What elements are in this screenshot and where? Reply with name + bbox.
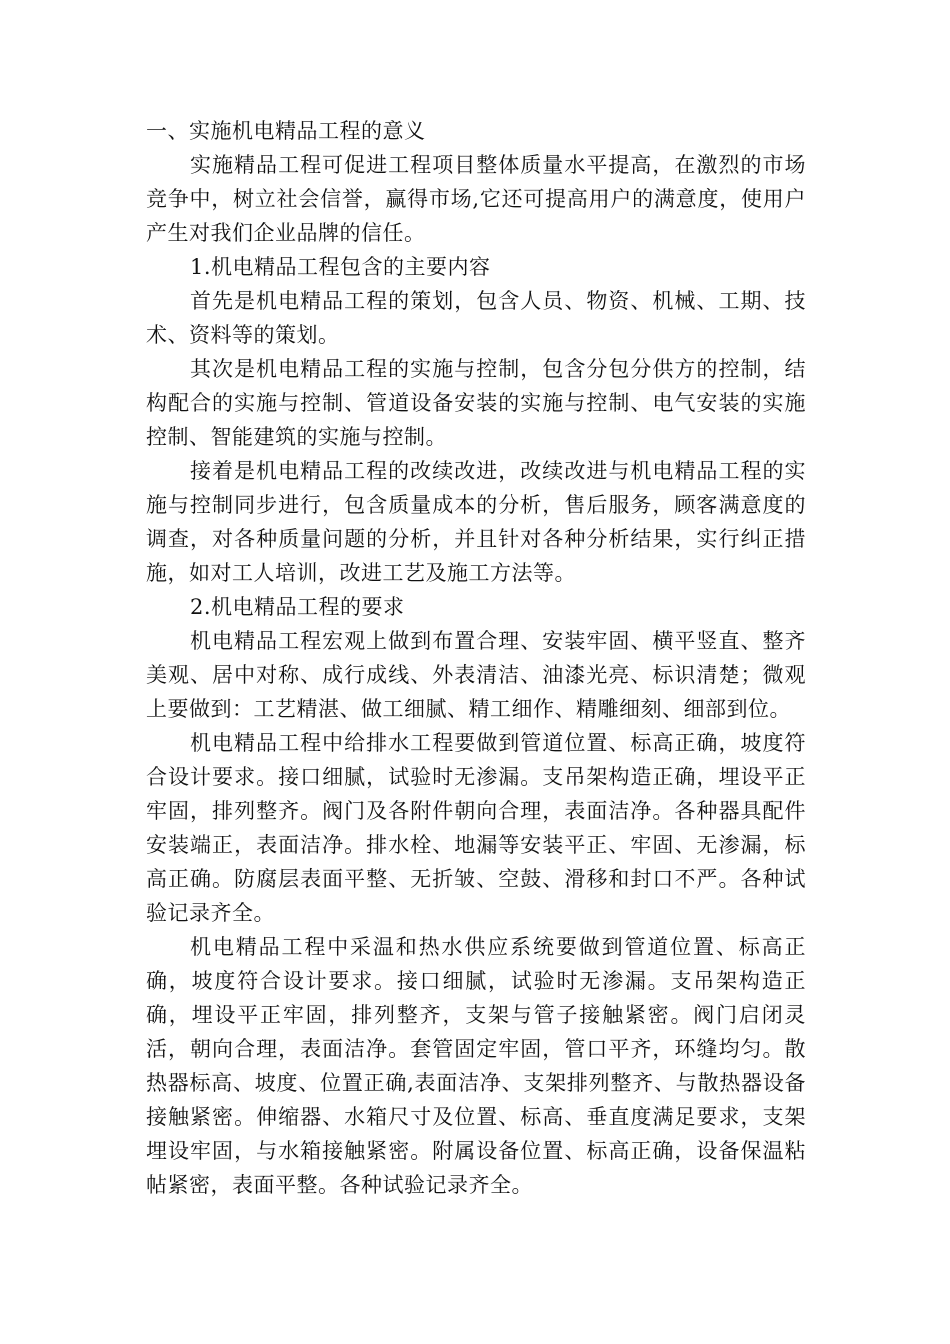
subheading-main-content: 1.机电精品工程包含的主要内容 bbox=[190, 255, 491, 279]
paragraph-planning: 首先是机电精品工程的策划，包含人员、物资、机械、工期、技术、资料等的策划。 bbox=[146, 289, 806, 347]
paragraph-requirements: 机电精品工程宏观上做到布置合理、安装牢固、横平竖直、整齐美观、居中对称、成行成线、外表清洁、油漆光亮、标识清楚；微观上要做到：工艺精湛、做工细腻、精工细作、精雕细刻、细部到位。 bbox=[146, 629, 806, 721]
paragraph-drainage: 机电精品工程中给排水工程要做到管道位置、标高正确，坡度符合设计要求。接口细腻，试验时无渗漏。支吊架构造正确，埋设平正牢固，排列整齐。阀门及各附件朝向合理，表面洁净。各种器具配件安装端正，表面洁净。排水栓、地漏等安装平正、牢固、无渗漏，标高正确。防腐层表面平整、无折皱、空鼓、滑移和封口不严。各种试验记录齐全。 bbox=[146, 731, 806, 925]
subheading-requirements: 2.机电精品工程的要求 bbox=[190, 595, 405, 619]
document-body bbox=[146, 114, 806, 1202]
paragraph-implementation: 其次是机电精品工程的实施与控制，包含分包分供方的控制，结构配合的实施与控制、管道设备安装的实施与控制、电气安装的实施控制、智能建筑的实施与控制。 bbox=[146, 357, 806, 449]
paragraph-heating: 机电精品工程中采温和热水供应系统要做到管道位置、标高正确，坡度符合设计要求。接口细腻，试验时无渗漏。支吊架构造正确，埋设平正牢固，排列整齐，支架与管子接触紧密。阀门启闭灵活，朝向合理，表面洁净。套管固定牢固，管口平齐，环缝均匀。散热器标高、坡度、位置正确,表面洁净、支架排列整齐、与散热器设备接触紧密。伸缩器、水箱尺寸及位置、标高、垂直度满足要求，支架埋设牢固，与水箱接触紧密。附属设备位置、标高正确，设备保温粘帖紧密，表面平整。各种试验记录齐全。 bbox=[146, 935, 806, 1197]
section-heading: 一、实施机电精品工程的意义 bbox=[146, 119, 426, 143]
paragraph-significance: 实施精品工程可促进工程项目整体质量水平提高，在激烈的市场竞争中，树立社会信誉，赢得市场,它还可提高用户的满意度，使用户产生对我们企业品牌的信任。 bbox=[146, 153, 806, 245]
paragraph-improvement: 接着是机电精品工程的改续改进，改续改进与机电精品工程的实施与控制同步进行，包含质量成本的分析，售后服务，顾客满意度的调查，对各种质量问题的分析，并且针对各种分析结果，实行纠正措施，如对工人培训，改进工艺及施工方法等。 bbox=[146, 459, 806, 585]
